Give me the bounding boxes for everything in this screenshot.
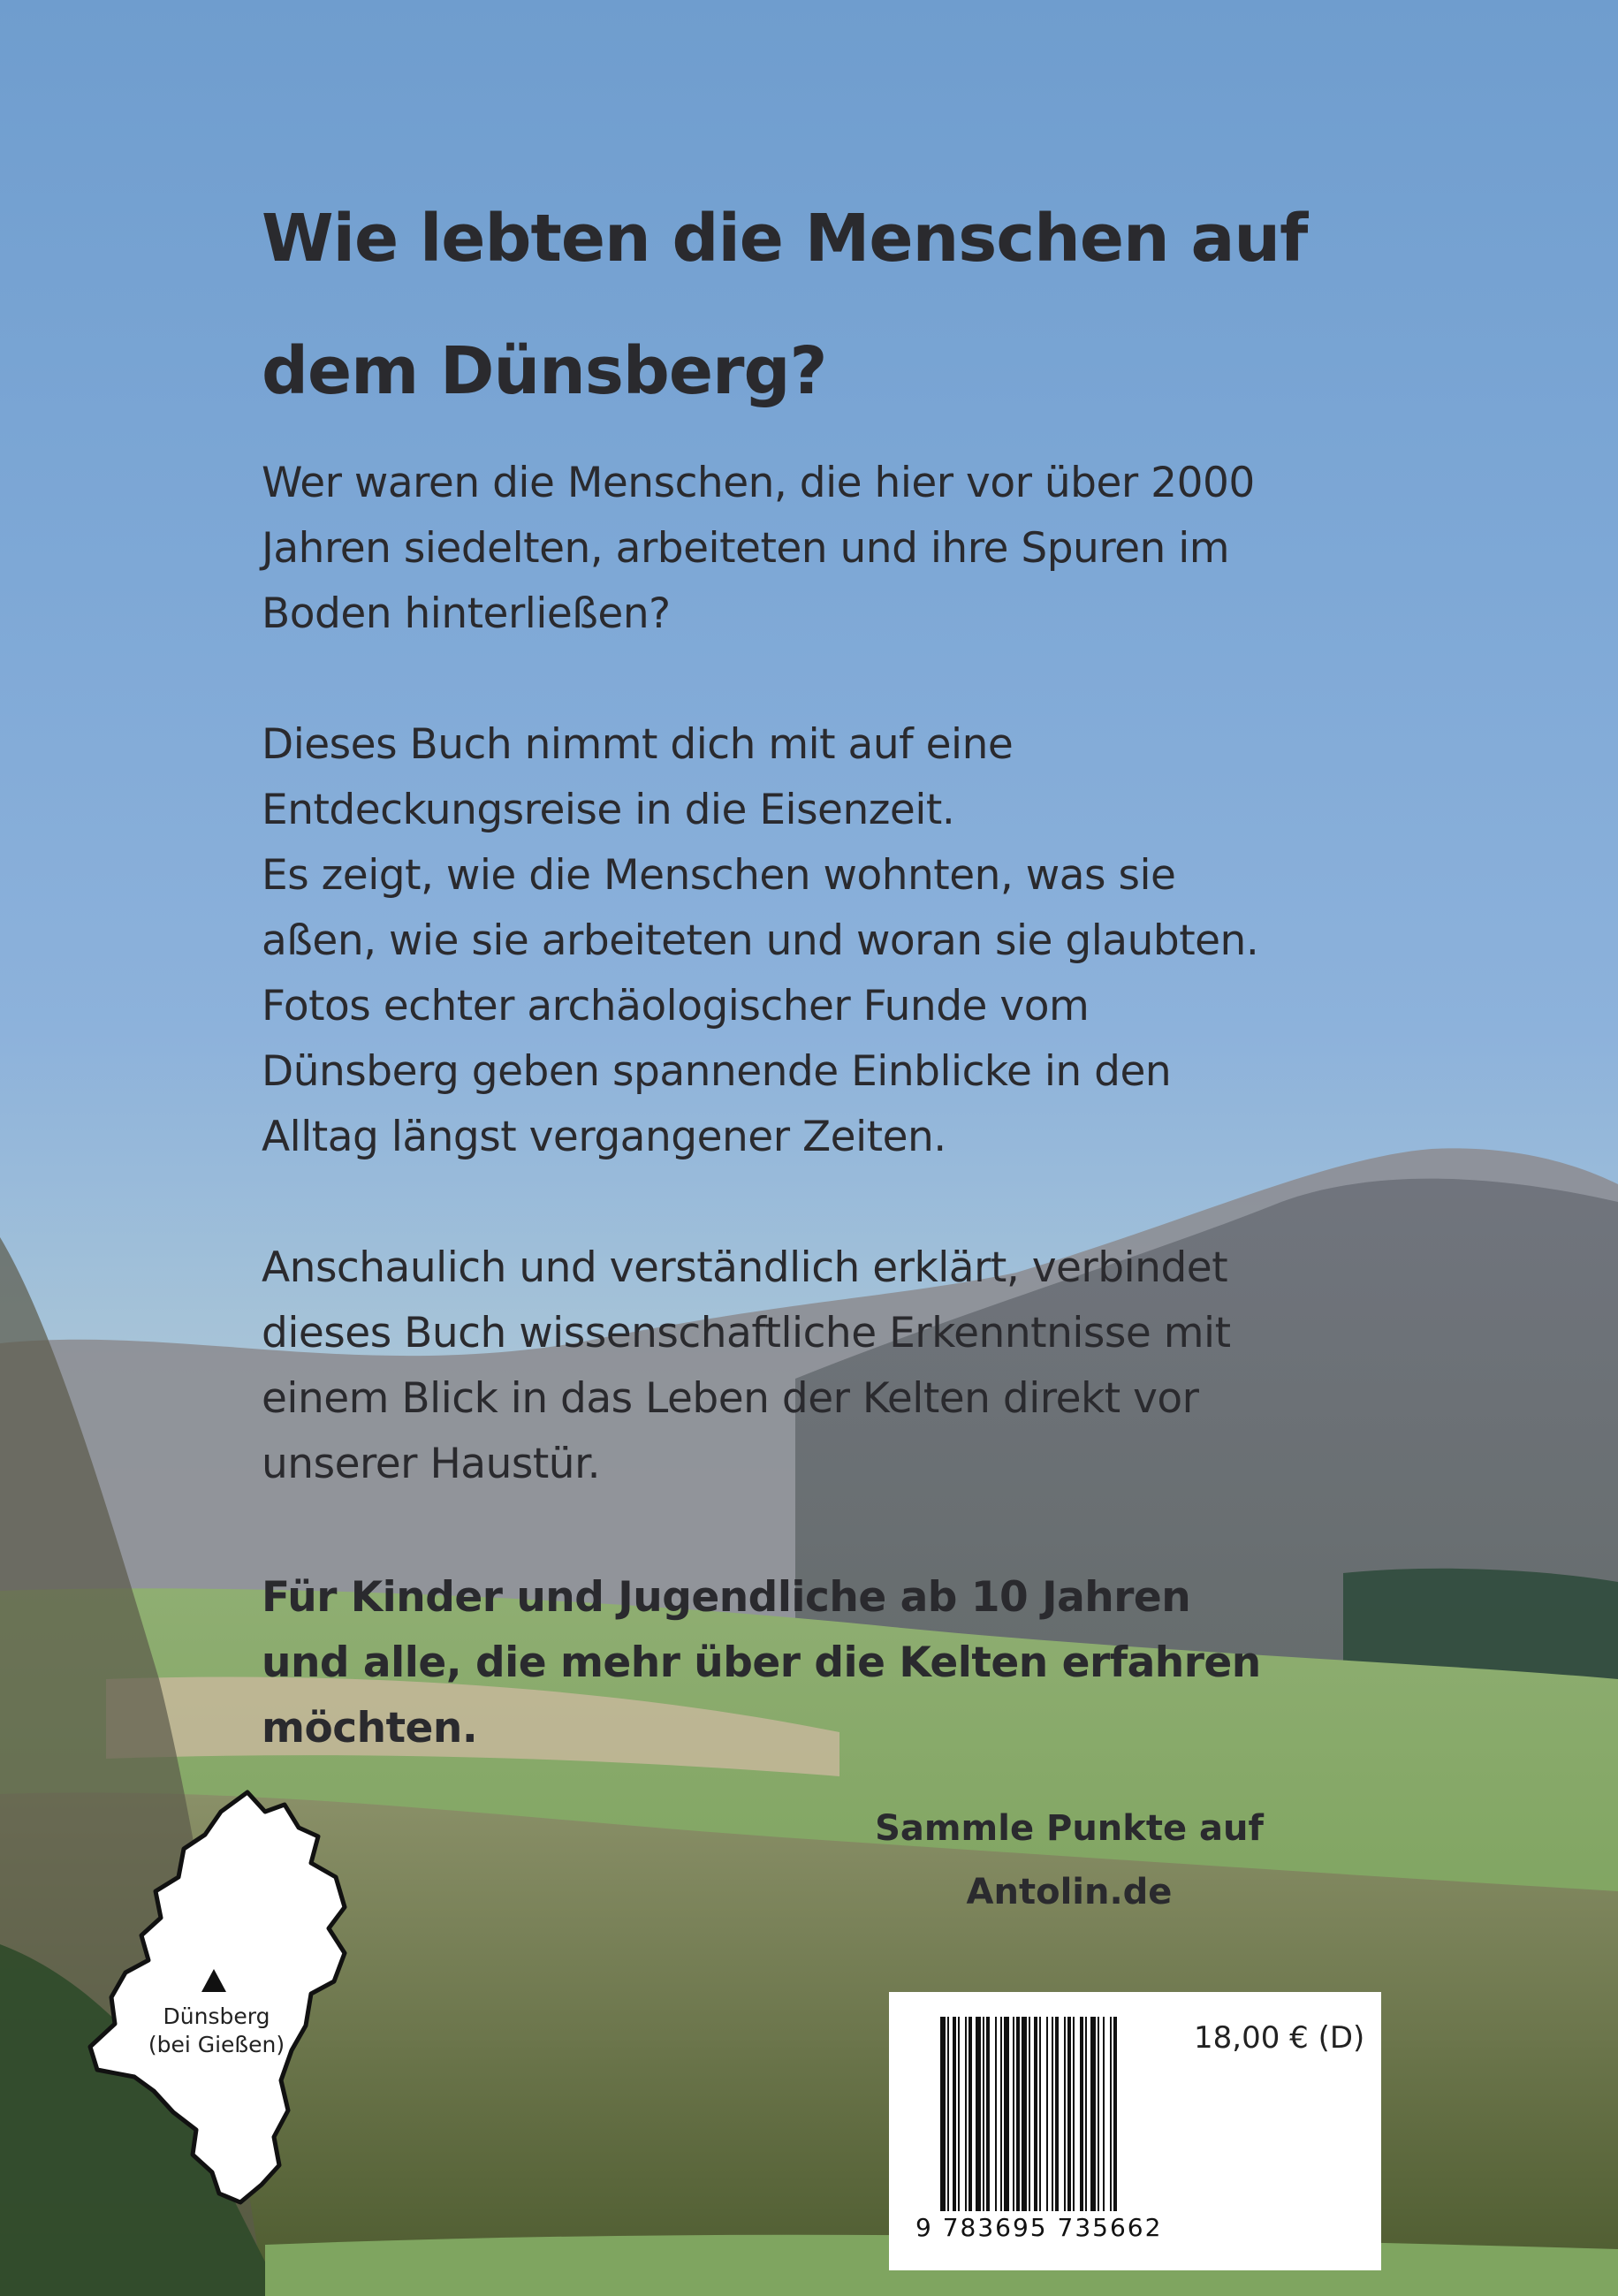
barcode-bar <box>1039 2017 1041 2211</box>
price-label: 18,00 € (D) <box>1194 2020 1365 2056</box>
isbn-barcode-box <box>889 1992 1381 2270</box>
barcode-bar <box>1067 2017 1071 2211</box>
isbn-digits: 9 783695 735662 <box>915 2213 1163 2242</box>
barcode-bar <box>1110 2017 1112 2211</box>
barcode-bar <box>1113 2017 1117 2211</box>
summary-paragraph: Anschaulich und verständlich erklärt, verbindet dieses Buch wissenschaftliche Erkenntnisse mit einem Blick in das Leben der Kelten direkt vor unserer Haustür. <box>262 1243 1231 1488</box>
headline: Wie lebten die Menschen auf dem Dünsberg? <box>262 201 1308 409</box>
barcode-bar <box>983 2017 984 2211</box>
barcode-bar <box>1052 2017 1053 2211</box>
barcode-bar <box>1029 2017 1030 2211</box>
hessen-map <box>80 1785 415 2209</box>
barcode-bar <box>1016 2017 1020 2211</box>
map-label: Dünsberg (bei Gießen) <box>148 2003 285 2057</box>
barcode-bar <box>1080 2017 1083 2211</box>
barcode-bar <box>1000 2017 1002 2211</box>
barcode-bar <box>1098 2017 1099 2211</box>
barcode-bar <box>1090 2017 1096 2211</box>
barcode-bar <box>976 2017 981 2211</box>
barcode-bar <box>965 2017 967 2211</box>
barcode-bar <box>969 2017 972 2211</box>
mountain-triangle-icon <box>201 1969 226 1992</box>
barcode-icon <box>940 2017 1170 2211</box>
barcode-bar <box>958 2017 960 2211</box>
barcode-bar <box>947 2017 949 2211</box>
barcode-bar <box>1004 2017 1009 2211</box>
antolin-note: Sammle Punkte auf Antolin.de <box>875 1808 1264 1912</box>
intro-paragraph: Wer waren die Menschen, die hier vor über 2000 Jahren siedelten, arbeiteten und ihre Spuren im Boden hinterließen? <box>262 459 1255 638</box>
barcode-bar <box>1073 2017 1075 2211</box>
description-paragraph: Dieses Buch nimmt dich mit auf eine Entdeckungsreise in die Eisenzeit. Es zeigt, wie die Menschen wohnten, was sie aßen, wie sie arbeiteten und woran sie glaubten. Fotos echter archäologischer Funde vom Dünsberg geben spannende Einblicke in den Alltag längst vergangener Zeiten. <box>262 720 1259 1161</box>
barcode-bar <box>1085 2017 1087 2211</box>
barcode-bar <box>953 2017 956 2211</box>
audience-paragraph: Für Kinder und Jugendliche ab 10 Jahren und alle, die mehr über die Kelten erfahren möchten. <box>262 1573 1261 1752</box>
barcode-bar <box>1055 2017 1059 2211</box>
barcode-bar <box>986 2017 990 2211</box>
barcode-bar <box>1103 2017 1105 2211</box>
barcode-bar <box>1034 2017 1037 2211</box>
barcode-bar <box>940 2017 946 2211</box>
barcode-bar <box>995 2017 997 2211</box>
barcode-bar <box>1064 2017 1066 2211</box>
barcode-bar <box>1022 2017 1027 2211</box>
barcode-bar <box>1046 2017 1048 2211</box>
barcode-bar <box>1013 2017 1014 2211</box>
